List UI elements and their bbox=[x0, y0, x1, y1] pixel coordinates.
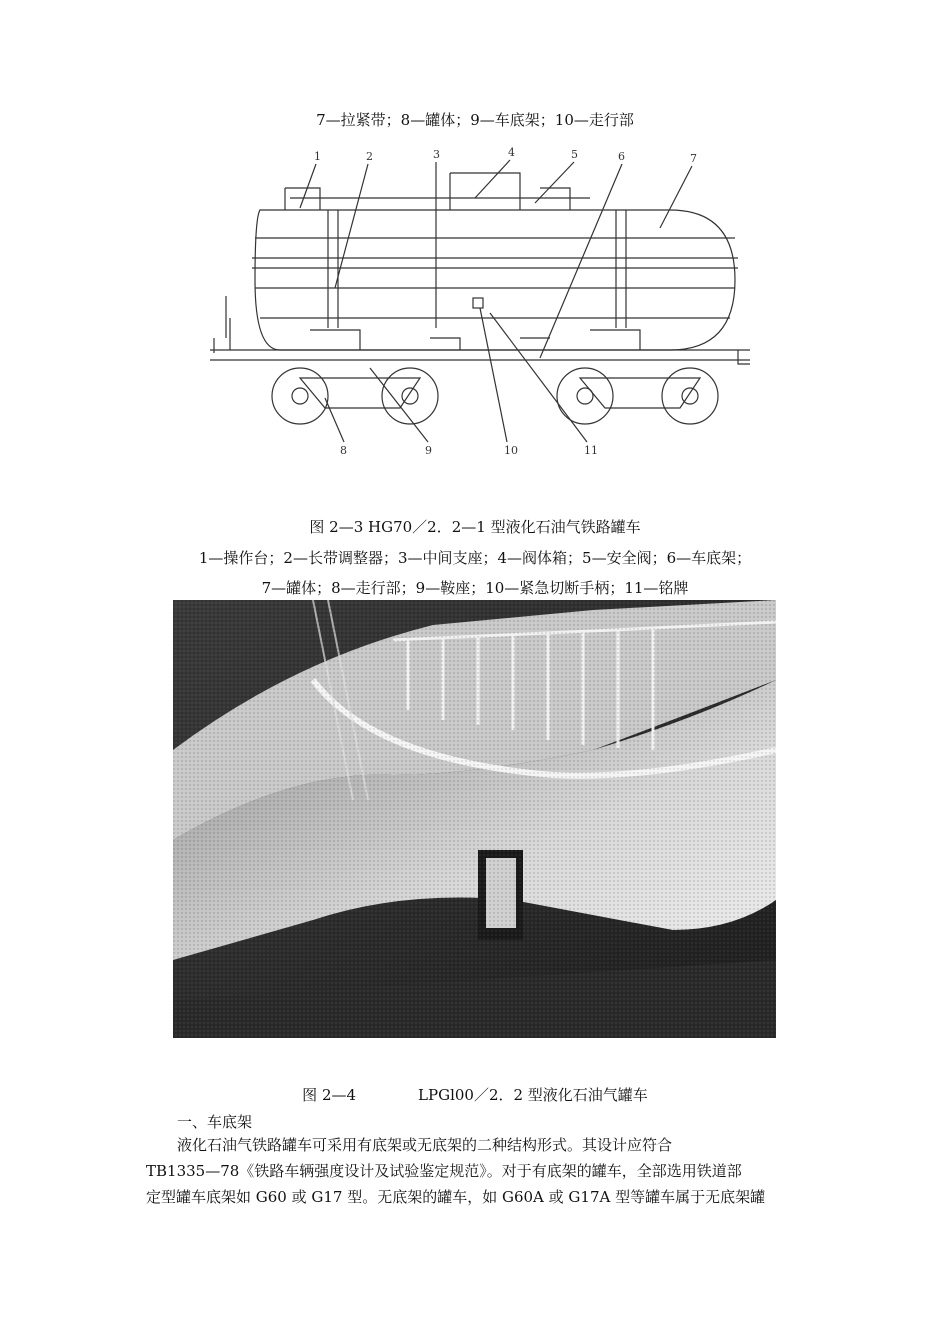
paragraph-line-3: 定型罐车底架如 G60 或 G17 型。无底架的罐车，如 G60A 或 G17A 型等罐车属于无底架罐 bbox=[146, 1188, 766, 1206]
paragraph-line-2: TB1335—78《铁路车辆强度设计及试验鉴定规范》。对于有底架的罐车，全部选用铁道部 bbox=[146, 1162, 742, 1180]
callout-3: 3 bbox=[433, 148, 440, 161]
callout-6: 6 bbox=[618, 150, 625, 163]
callout-10: 10 bbox=[504, 444, 518, 457]
callout-9: 9 bbox=[425, 444, 432, 457]
callout-8: 8 bbox=[340, 444, 347, 457]
callout-11: 11 bbox=[584, 444, 598, 457]
paragraph-line-1: 液化石油气铁路罐车可采用有底架或无底架的二种结构形式。其设计应符合 bbox=[177, 1136, 673, 1154]
tank-car-photo bbox=[173, 600, 776, 1038]
figure-4-title: LPGl00／2．2 型液化石油气罐车 bbox=[418, 1086, 648, 1104]
figure-3-title: 图 2—3 HG70／2．2—1 型液化石油气铁路罐车 bbox=[309, 518, 641, 536]
callout-4: 4 bbox=[508, 146, 515, 159]
callout-1: 1 bbox=[314, 150, 321, 163]
figure-3-legend-line-1: 1—操作台；2—长带调整器；3—中间支座；4—阀体箱；5—安全阀；6—车底架； bbox=[198, 549, 752, 567]
section-heading: 一、车底架 bbox=[177, 1113, 253, 1131]
figure-4-caption bbox=[0, 1085, 950, 1105]
tank-car-diagram bbox=[190, 138, 760, 468]
callout-7: 7 bbox=[690, 152, 697, 165]
top-caption: 7—拉紧带；8—罐体；9—车底架；10—走行部 bbox=[316, 111, 634, 129]
figure-3-legend-line-2: 7—罐体；8—走行部；9—鞍座；10—紧急切断手柄；11—铭牌 bbox=[261, 579, 689, 597]
figure-4-number: 图 2—4 bbox=[302, 1086, 357, 1104]
callout-2: 2 bbox=[366, 150, 373, 163]
callout-5: 5 bbox=[571, 148, 578, 161]
